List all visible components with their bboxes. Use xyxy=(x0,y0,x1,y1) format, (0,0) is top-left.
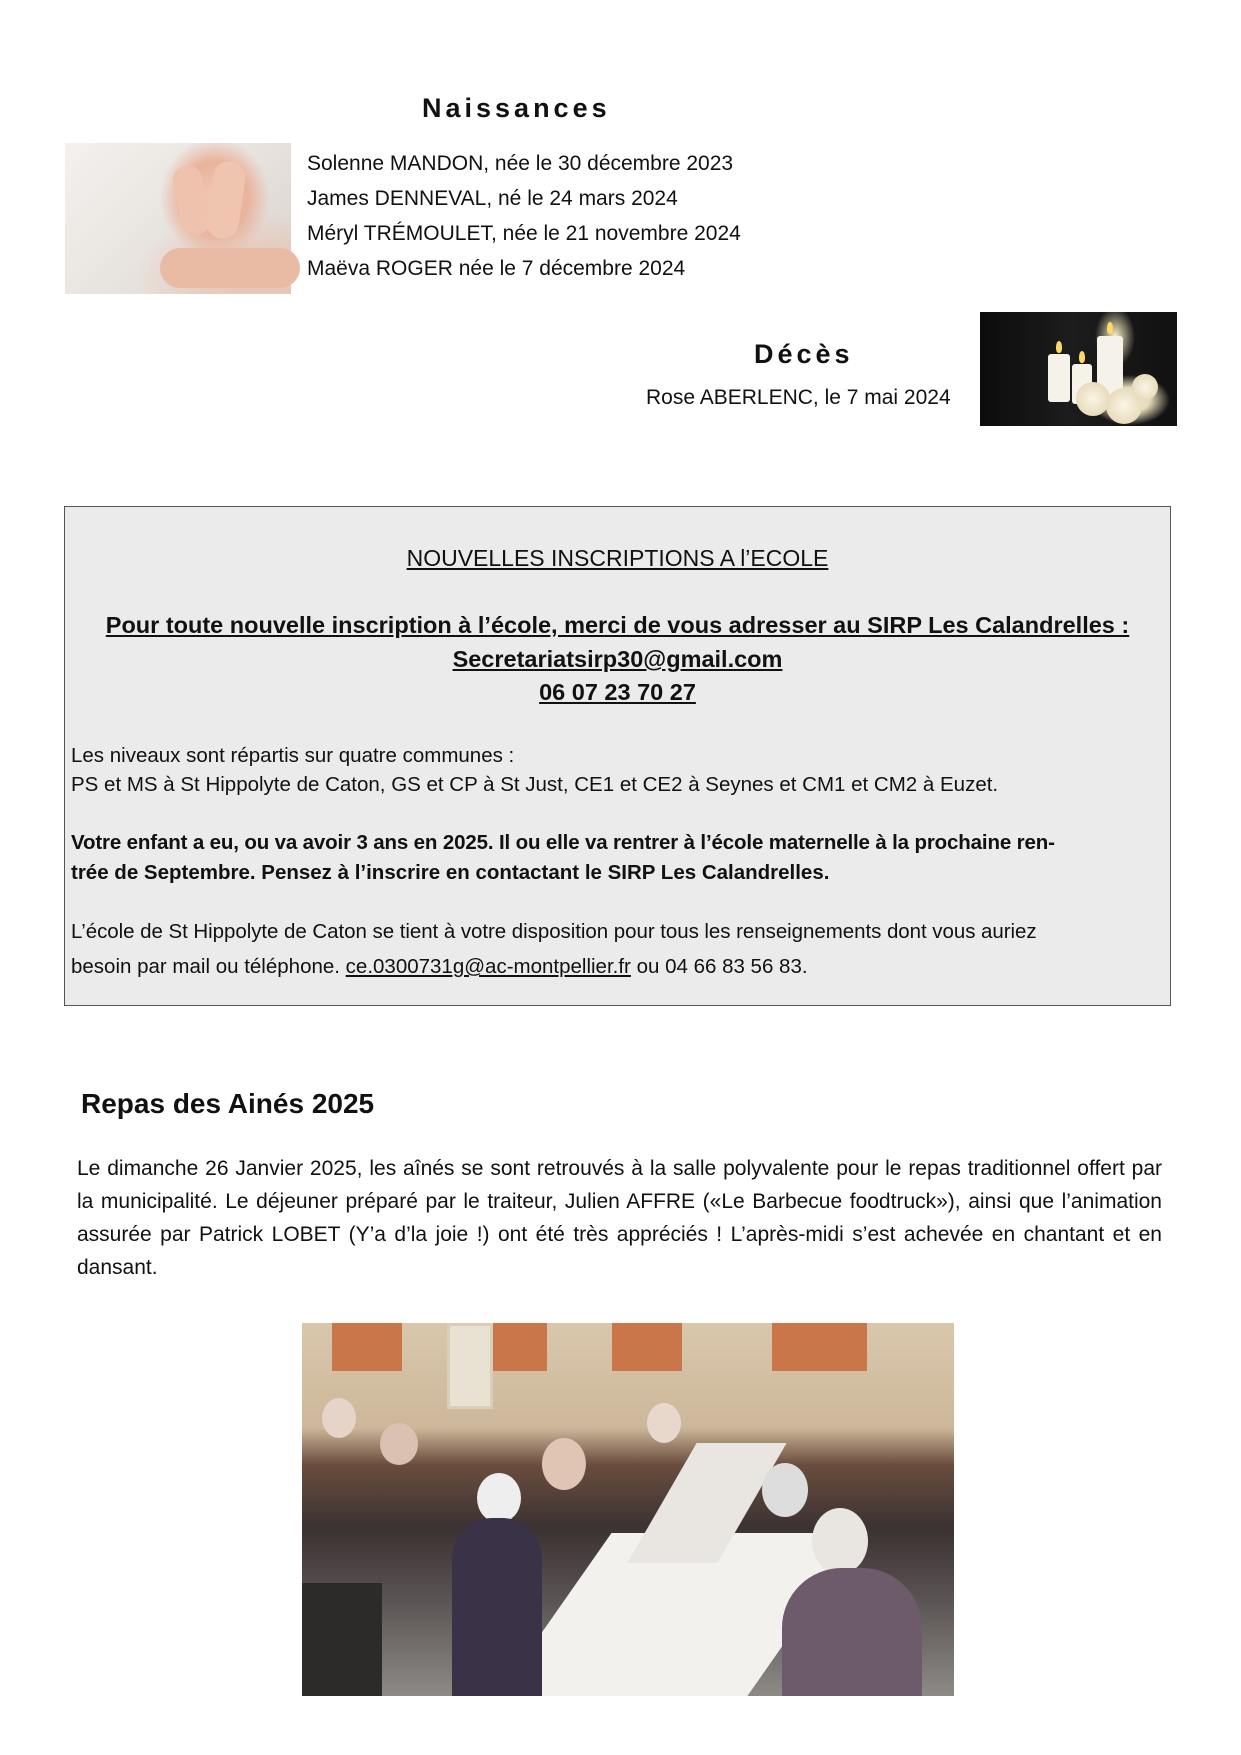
person-shape xyxy=(812,1508,868,1574)
dispo-text-end: ou 04 66 83 56 83. xyxy=(630,955,808,978)
school-contact-phone: 06 07 23 70 27 xyxy=(539,679,696,705)
naissances-list xyxy=(307,146,741,286)
niveaux-line-1: Les niveaux sont répartis sur quatre communes : xyxy=(71,744,515,767)
person-shape xyxy=(477,1473,521,1523)
dispo-text-start: besoin par mail ou téléphone. xyxy=(71,955,346,978)
flame-shape xyxy=(1056,341,1062,353)
window-shape xyxy=(447,1323,493,1409)
repas-title: Repas des Ainés 2025 xyxy=(81,1088,375,1119)
maternelle-line-2: trée de Septembre. Pensez à l’inscrire en contactant le SIRP Les Calandrelles. xyxy=(71,861,830,884)
person-shape xyxy=(322,1398,356,1438)
school-info-box xyxy=(64,506,1171,1006)
naissance-entry: Méryl TRÉMOULET, née le 21 novembre 2024 xyxy=(307,222,741,245)
person-shape xyxy=(647,1403,681,1443)
rose-shape xyxy=(1076,382,1110,416)
naissance-entry: Maëva ROGER née le 7 décembre 2024 xyxy=(307,257,686,280)
deces-entry: Rose ABERLENC, le 7 mai 2024 xyxy=(646,386,951,409)
school-contact-email[interactable]: Secretariatsirp30@gmail.com xyxy=(452,646,783,672)
candles-image xyxy=(980,312,1177,426)
deces-title: Décès xyxy=(754,339,854,369)
naissance-entry: Solenne MANDON, née le 30 décembre 2023 xyxy=(307,152,734,175)
dispo-line-1: L’école de St Hippolyte de Caton se tient à votre disposition pour tous les renseignements dont vous auriez xyxy=(71,920,1037,943)
person-shape xyxy=(542,1438,586,1490)
curtain-shape xyxy=(772,1323,867,1371)
curtain-shape xyxy=(612,1323,682,1371)
repas-photo xyxy=(302,1323,954,1696)
curtain-shape xyxy=(332,1323,402,1371)
person-shape xyxy=(380,1423,418,1465)
school-contact-intro: Pour toute nouvelle inscription à l’école, merci de vous adresser au SIRP Les Calandrelles : xyxy=(105,612,1130,638)
baby-feet-image xyxy=(65,143,291,294)
maternelle-line-1: Votre enfant a eu, ou va avoir 3 ans en 2025. Il ou elle va rentrer à l’école maternelle à la prochaine ren- xyxy=(71,831,1055,854)
naissances-title: Naissances xyxy=(422,93,611,123)
person-shape xyxy=(762,1463,808,1517)
repas-paragraph: Le dimanche 26 Janvier 2025, les aînés se sont retrouvés à la salle polyvalente pour le repas traditionnel offert par la municipalité. Le déjeuner préparé par le traiteur, Julien AFFRE («Le Barbecue foodtruck»), ainsi que l’animation assurée par Patrick LOBET (Y’a d’la joie !) ont été très appréciés ! L’après-midi s’est achevée en chantant et en dansant. xyxy=(77,1157,1162,1279)
niveaux-line-2: PS et MS à St Hippolyte de Caton, GS et CP à St Just, CE1 et CE2 à Seynes et CM1 et CM2 à Euzet. xyxy=(71,773,999,796)
rose-shape xyxy=(1132,374,1158,400)
flame-shape xyxy=(1107,322,1113,334)
naissance-entry: James DENNEVAL, né le 24 mars 2024 xyxy=(307,187,678,210)
flame-shape xyxy=(1079,351,1085,363)
school-email-link[interactable]: ce.0300731g@ac-montpellier.fr xyxy=(345,955,631,978)
school-heading: NOUVELLES INSCRIPTIONS A l’ECOLE xyxy=(406,545,829,571)
candle-shape xyxy=(1048,354,1070,402)
dispo-line-2 xyxy=(71,955,1165,979)
